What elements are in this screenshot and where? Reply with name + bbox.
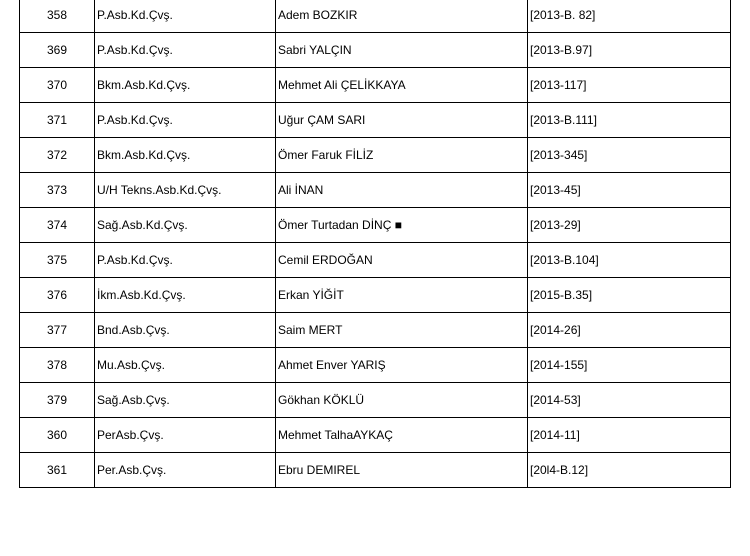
reference-cell: [2014-11]: [528, 418, 731, 453]
reference-cell: [2013-B.111]: [528, 103, 731, 138]
reference-cell: [2014-53]: [528, 383, 731, 418]
row-number: 375: [20, 243, 95, 278]
table-row: [20, 313, 731, 348]
rank-cell: P.Asb.Kd.Çvş.: [95, 33, 276, 68]
row-number: 379: [20, 383, 95, 418]
reference-cell: [2013-B.97]: [528, 33, 731, 68]
reference-cell: [2013-117]: [528, 68, 731, 103]
row-number: 373: [20, 173, 95, 208]
row-number: 371: [20, 103, 95, 138]
table-row: [20, 68, 731, 103]
row-number: 358: [20, 0, 95, 33]
table-row: [20, 418, 731, 453]
table-row: [20, 0, 731, 33]
name-cell: Gökhan KÖKLÜ: [276, 383, 528, 418]
rank-cell: P.Asb.Kd.Çvş.: [95, 103, 276, 138]
table-row: [20, 208, 731, 243]
reference-cell: [2013-29]: [528, 208, 731, 243]
reference-cell: [2013-45]: [528, 173, 731, 208]
reference-cell: [2013-B. 82]: [528, 0, 731, 33]
rank-cell: Sağ.Asb.Kd.Çvş.: [95, 208, 276, 243]
table-row: [20, 33, 731, 68]
reference-cell: [2014-26]: [528, 313, 731, 348]
reference-cell: [20l4-B.12]: [528, 453, 731, 488]
rank-cell: P.Asb.Kd.Çvş.: [95, 243, 276, 278]
table-row: [20, 278, 731, 313]
table-row: [20, 348, 731, 383]
rank-cell: PerAsb.Çvş.: [95, 418, 276, 453]
name-cell: Cemil ERDOĞAN: [276, 243, 528, 278]
table-row: [20, 173, 731, 208]
rank-cell: Mu.Asb.Çvş.: [95, 348, 276, 383]
name-cell: Erkan YİĞİT: [276, 278, 528, 313]
table-row: [20, 383, 731, 418]
name-cell: Ali İNAN: [276, 173, 528, 208]
name-cell: Mehmet TalhaAYKAÇ: [276, 418, 528, 453]
reference-cell: [2014-155]: [528, 348, 731, 383]
reference-cell: [2015-B.35]: [528, 278, 731, 313]
row-number: 378: [20, 348, 95, 383]
row-number: 374: [20, 208, 95, 243]
row-number: 376: [20, 278, 95, 313]
rank-cell: Per.Asb.Çvş.: [95, 453, 276, 488]
name-cell: Sabri YALÇIN: [276, 33, 528, 68]
rank-cell: Sağ.Asb.Çvş.: [95, 383, 276, 418]
table-row: [20, 138, 731, 173]
name-cell: Mehmet Ali ÇELİKKAYA: [276, 68, 528, 103]
name-cell: Uğur ÇAM SARI: [276, 103, 528, 138]
name-cell: Adem BOZKIR: [276, 0, 528, 33]
reference-cell: [2013-B.104]: [528, 243, 731, 278]
rank-cell: İkm.Asb.Kd.Çvş.: [95, 278, 276, 313]
row-number: 370: [20, 68, 95, 103]
row-number: 361: [20, 453, 95, 488]
row-number: 372: [20, 138, 95, 173]
row-number: 360: [20, 418, 95, 453]
rank-cell: Bnd.Asb.Çvş.: [95, 313, 276, 348]
table-row: [20, 243, 731, 278]
row-number: 369: [20, 33, 95, 68]
name-cell: Saim MERT: [276, 313, 528, 348]
name-cell: Ebru DEMIREL: [276, 453, 528, 488]
name-cell: Ömer Faruk FİLİZ: [276, 138, 528, 173]
reference-cell: [2013-345]: [528, 138, 731, 173]
personnel-table: [19, 0, 731, 488]
name-cell: Ömer Turtadan DİNÇ ■: [276, 208, 528, 243]
name-cell: Ahmet Enver YARIŞ: [276, 348, 528, 383]
row-number: 377: [20, 313, 95, 348]
table-row: [20, 453, 731, 488]
rank-cell: Bkm.Asb.Kd.Çvş.: [95, 68, 276, 103]
rank-cell: U/H Tekns.Asb.Kd.Çvş.: [95, 173, 276, 208]
rank-cell: P.Asb.Kd.Çvş.: [95, 0, 276, 33]
table-row: [20, 103, 731, 138]
rank-cell: Bkm.Asb.Kd.Çvş.: [95, 138, 276, 173]
